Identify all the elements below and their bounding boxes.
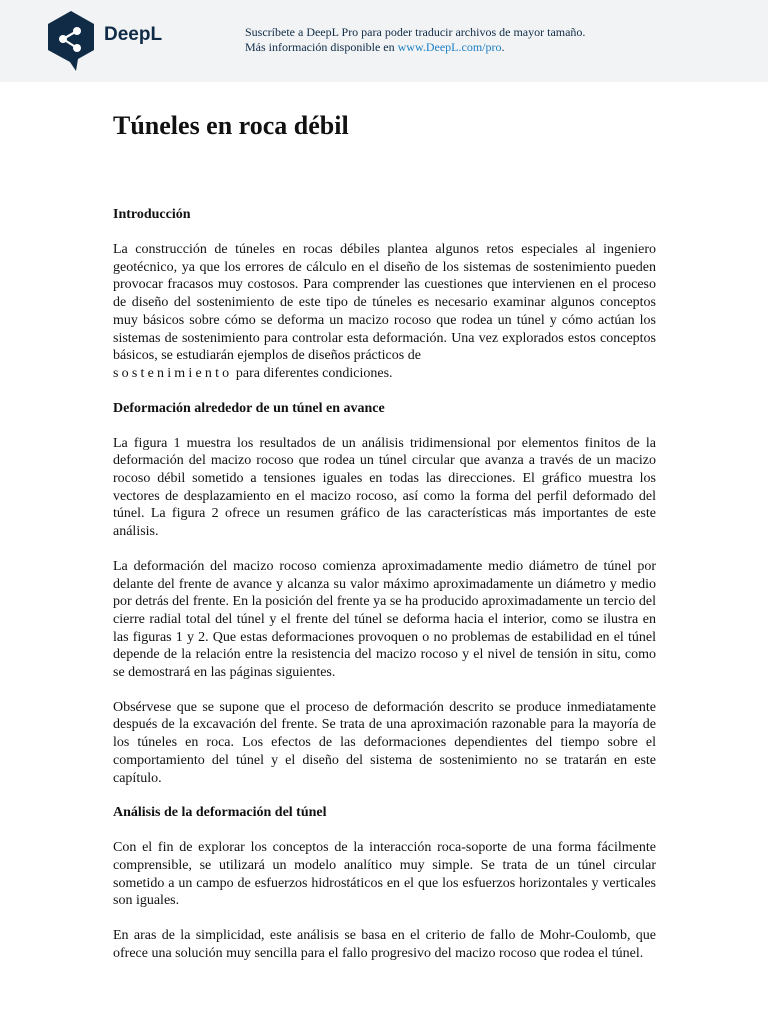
paragraph: La figura 1 muestra los resultados de un análisis tridimensional por elementos finitos de la deformación del macizo rocoso que rodea un túnel circular que avanza a través de un macizo rocoso débil sometido a tensiones iguales en todas las direcciones. El gráfico muestra los vectores de desplazamiento en el macizo rocoso, así como la forma del perfil deformado del túnel. La figura 2 ofrece un resumen gráfico de las características más importantes de este análisis. <box>113 435 656 540</box>
document-title: Túneles en roca débil <box>113 111 349 140</box>
paragraph: Con el fin de explorar los conceptos de la interacción roca-soporte de una forma fácilmente comprensible, se utilizará un modelo analítico muy simple. Se trata de un túnel circular sometido a un campo de esfuerzos hidrostáticos en el que los esfuerzos horizontales y verticales son iguales. <box>113 840 656 909</box>
deepl-logo-text: DeepL <box>104 24 163 45</box>
promo-line-2-suffix: . <box>501 40 505 54</box>
deepl-logo[interactable] <box>46 10 206 72</box>
section-heading-analisis: Análisis de la deformación del túnel <box>113 805 327 821</box>
section-heading-deformacion: Deformación alrededor de un túnel en avance <box>113 400 385 416</box>
document-body <box>113 108 656 963</box>
paragraph: En aras de la simplicidad, este análisis se basa en el criterio de fallo de Mohr-Coulomb, que ofrece una solución muy sencilla para el fallo progresivo del macizo rocoso que rodea el túnel. <box>113 928 656 961</box>
paragraph-text: La construcción de túneles en rocas débiles plantea algunos retos especiales al ingeniero geotécnico, ya que los errores de cálculo en el diseño de los sistemas de sostenimiento pueden provocar fracasos muy costosos. Para comprender las cuestiones que intervienen en el proceso de diseño del sostenimiento de este tipo de túneles es necesario examinar algunos conceptos muy básicos sobre cómo se deforma un macizo rocoso que rodea un túnel y cómo actúan los sistemas de sostenimiento para controlar esta deformación. Una vez explorados estos conceptos básicos, se estudiarán ejemplos de diseños prácticos de <box>113 242 656 364</box>
spaced-word: sostenimiento <box>113 365 233 381</box>
paragraph <box>113 241 656 383</box>
deepl-pro-link[interactable]: www.DeepL.com/pro <box>397 40 502 54</box>
deepl-banner <box>0 0 768 82</box>
promo-text <box>245 25 585 55</box>
paragraph: La deformación del macizo rocoso comienza aproximadamente medio diámetro de túnel por delante del frente de avance y alcanza su valor máximo aproximadamente un diámetro y medio por detrás del frente. En la posición del frente ya se ha producido aproximadamente un tercio del cierre radial total del túnel y el frente del túnel se deforma hacia el interior, como se ilustra en las figuras 1 y 2. Que estas deformaciones provoquen o no problemas de estabilidad en el túnel depende de la relación entre la resistencia del macizo rocoso y el nivel de tensión in situ, como se demostrará en las páginas siguientes. <box>113 558 656 681</box>
promo-line-2-prefix: Más información disponible en <box>245 40 398 54</box>
promo-line-2 <box>245 40 585 55</box>
paragraph-tail: para diferentes condiciones. <box>232 365 393 381</box>
section-heading-introduccion: Introducción <box>113 207 191 222</box>
deepl-logo-icon <box>46 10 96 72</box>
paragraph: Obsérvese que se supone que el proceso de deformación descrito se produce inmediatamente después de la excavación del frente. Se trata de una aproximación razonable para la mayoría de los túneles en roca. Los efectos de las deformaciones dependientes del tiempo sobre el comportamiento del túnel y el diseño del sistema de sostenimiento no se tratarán en este capítulo. <box>113 699 656 786</box>
promo-line-1: Suscríbete a DeepL Pro para poder traducir archivos de mayor tamaño. <box>245 25 586 39</box>
